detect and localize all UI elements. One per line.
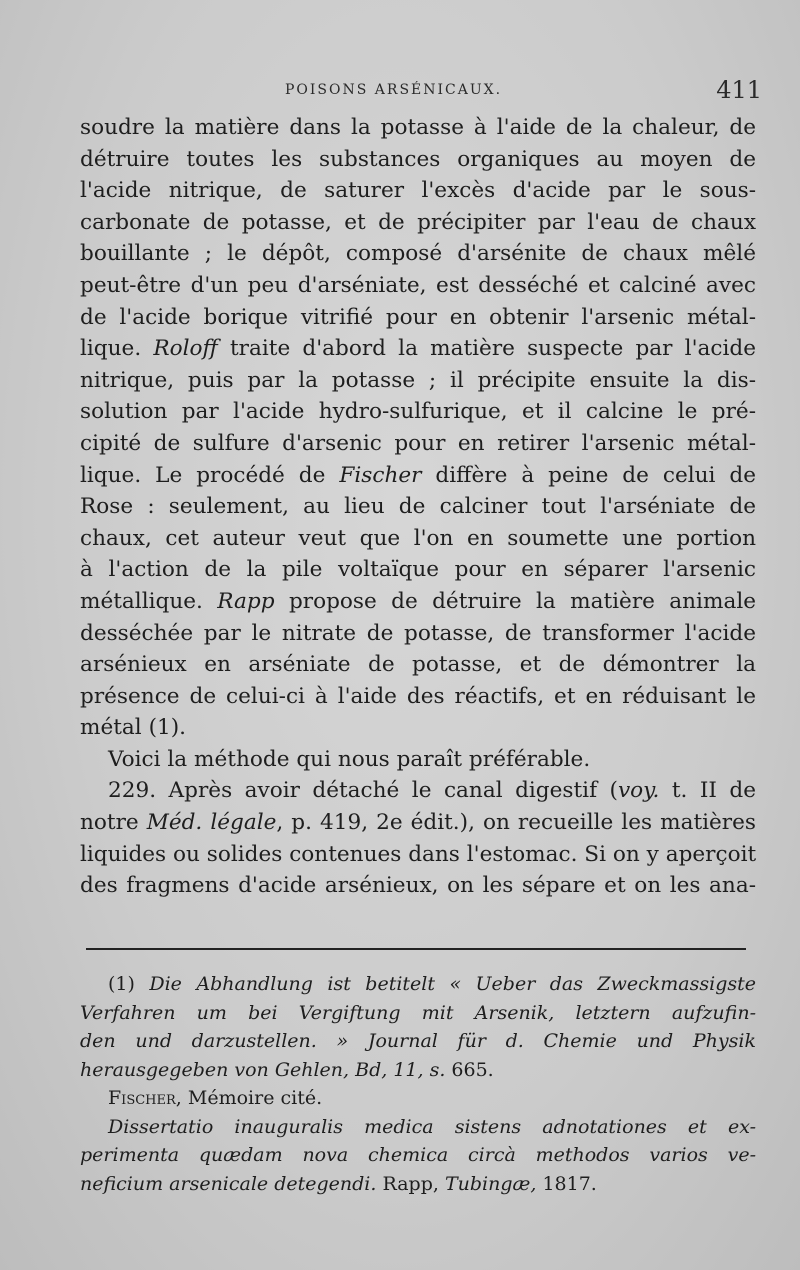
text-span: lique. [80, 336, 142, 362]
body-line: peut-être d'un peu d'arséniate, est desséché et calciné avec [80, 272, 756, 298]
footnote-line [80, 970, 756, 999]
footnote-line [80, 1027, 756, 1056]
text-span: den und darzustellen. » [80, 1030, 349, 1052]
body-line-roloff [80, 333, 756, 365]
text-span: Die Abhandlung ist betitelt « Ueber das Zweckmassigste [149, 973, 756, 995]
text-span: 665. [451, 1058, 494, 1081]
author-name-roloff: Roloff [153, 336, 218, 362]
body-line: l'acide nitrique, de saturer l'excès d'acide par le sous- [80, 178, 756, 204]
footnote-divider [86, 948, 746, 950]
text-span: lique. Le procédé de [80, 462, 326, 488]
text-span: 229. Après avoir détaché le canal digestif ( [108, 778, 618, 804]
body-line: desséchée par le nitrate de potasse, de transformer l'acide [80, 620, 756, 646]
body-line-rapp [80, 586, 756, 618]
text-span: Rapp, [382, 1172, 439, 1195]
text-span: métallique. [80, 588, 203, 614]
text-span: t. II de [671, 778, 757, 804]
body-line: Voici la méthode qui nous paraît préférable. [108, 746, 591, 772]
footnote-line [80, 1056, 756, 1085]
text-span: , Mémoire cité. [175, 1087, 323, 1109]
page-number: 411 [716, 76, 762, 104]
body-line: carbonate de potasse, et de précipiter par l'eau de chaux [80, 209, 756, 235]
text-span: notre [80, 810, 139, 836]
section-229-line [80, 775, 756, 807]
body-line: présence de celui-ci à l'aide des réactifs, et en réduisant le [80, 683, 756, 709]
body-text [80, 112, 756, 902]
body-line: de l'acide borique vitrifié pour en obtenir l'arsenic métal- [80, 304, 756, 330]
body-line: détruire toutes les substances organiques au moyen de [80, 146, 756, 172]
text-span: traite d'abord la matière suspecte par l'acide [230, 336, 756, 362]
text-span: Tubingæ, [444, 1172, 537, 1195]
text-span: Dissertatio inauguralis medica sistens adnotationes et ex- [108, 1115, 756, 1138]
body-line: métal (1). [80, 715, 187, 741]
footnote-line [80, 1084, 756, 1113]
text-span: Journal für d. Chemie und Physik [367, 1030, 756, 1052]
footnote-line [80, 999, 756, 1028]
body-line: nitrique, puis par la potasse ; il précipite ensuite la dis- [80, 367, 756, 393]
body-line: soudre la matière dans la potasse à l'aide de la chaleur, de [80, 115, 756, 140]
ref-med-legale: Méd. légale [146, 810, 277, 836]
footnotes [80, 970, 756, 1198]
body-line: arsénieux en arséniate de potasse, et de démontrer la [80, 652, 756, 678]
text-span: herausgegeben von Gehlen, Bd, 11, s. [80, 1058, 446, 1081]
body-line: cipité de sulfure d'arsenic pour en retirer l'arsenic métal- [80, 430, 756, 456]
text-span: propose de détruire la matière animale [288, 588, 757, 614]
body-line: solution par l'acide hydro-sulfurique, et il calcine le pré- [80, 399, 756, 425]
body-line: bouillante ; le dépôt, composé d'arsénite de chaux mêlé [80, 241, 756, 267]
running-title: POISONS ARSÉNICAUX. [285, 82, 503, 98]
body-line: des fragmens d'acide arsénieux, on les sépare et on les ana- [80, 873, 756, 899]
author-name-fischer: Fischer [339, 462, 422, 488]
body-line: chaux, cet auteur veut que l'on en soumette une portion [80, 525, 756, 551]
running-head [80, 78, 770, 108]
footnote-line [80, 1141, 756, 1170]
text-span: Fischer [108, 1087, 176, 1109]
text-span: neficium arsenicale detegendi. [80, 1172, 377, 1195]
text-span: 1817. [542, 1172, 597, 1195]
body-line: Rose : seulement, au lieu de calciner tout l'arséniate de [80, 494, 756, 520]
text-span: perimenta quædam nova chemica circà methodos varios ve- [80, 1144, 756, 1166]
body-line-fischer [80, 460, 756, 492]
author-name-rapp: Rapp [217, 588, 275, 614]
text-span: diffère à peine de celui de [435, 462, 757, 488]
footnote-marker: (1) [108, 973, 135, 995]
text-span: , p. 419, 2e édit.), on recueille les matières [276, 810, 756, 836]
body-line: à l'action de la pile voltaïque pour en séparer l'arsenic [80, 557, 756, 583]
body-line: liquides ou solides contenues dans l'estomac. Si on y aperçoit [80, 841, 757, 867]
body-line-med-legale [80, 807, 756, 839]
footnote-line [80, 1170, 756, 1199]
ref-voy: voy. [617, 778, 660, 804]
text-span: Verfahren um bei Vergiftung mit Arsenik, letztern aufzufin- [80, 1001, 756, 1024]
footnote-line [80, 1113, 756, 1142]
